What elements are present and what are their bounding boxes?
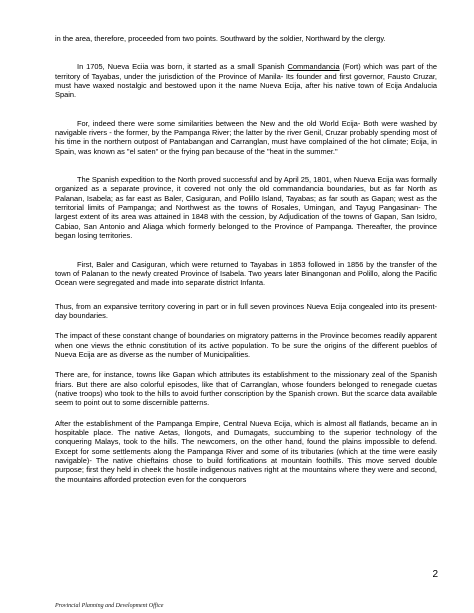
paragraph-2-text-b: (Fort) which was part of the territory of Tayabas, under the jurisdiction of the Province of Manila- Its founder and first governor, Fausto Cruzar, must have waxed nostalgic and bestowed upon it the name Nueva Ecija, after his native town of Ecija Andalucia Spain. xyxy=(55,62,437,100)
paragraph-4: The Spanish expedition to the North proved successful and by April 25, 1801, when Nueva Ecija was formally organized as a separate province, it covered not only the old commandancia boundaries, but as far North as Palanan, Isabela; as far east as Baler, Casiguran, and Polillo Island, Tayabas; as far south as Gapan; west as the territorial limits of Pampanga; and Northwest as the towns of Rosales, Umingan, and Tayug Pangasinan- The largest extent of its area was attained in 1848 with the cession, by Adjudication of the towns of Gapan, San Isidro, Cabiao, San Antonio and Aliaga which formerly belonged to the Province of Pampanga. Thereafter, the province began losing territories. xyxy=(55,175,437,241)
footer-office-name: Provincial Planning and Development Office xyxy=(55,603,164,609)
document-body xyxy=(55,34,437,484)
paragraph-6: Thus, from an expansive territory covering in part or in full seven provinces Nueva Ecija congealed into its present-day boundaries. xyxy=(55,301,437,320)
paragraph-2-text-a: In 1705, Nueva Eciia was born, it started as a small Spanish xyxy=(77,62,288,72)
paragraph-7: The impact of these constant change of boundaries on migratory patterns in the Province becomes readily apparent when one views the ethnic constitution of its active population. To be sure the origins of the different pueblos of Nueva Ecija are as diverse as the number of Municipalities. xyxy=(55,331,437,359)
paragraph-2 xyxy=(55,62,437,99)
page-number: 2 xyxy=(432,569,438,580)
paragraph-9: After the establishment of the Pampanga Empire, Central Nueva Ecija, which is almost all flatlands, became an in hospitable place. The native Aetas, Ilongots, and Dumagats, succumbing to the superior technology of the conquering Malays, took to the hills. The newcomers, on the other hand, found the plains impossible to defend. Except for some settlements along the Pampanga River and some of its tributaries (which at the time were easily navigable)- The native chieftains chose to build fortifications at mountain foothills. This move served double purpose; first they held in cheek the hostile indigenous natives right at the mountains where they were and second, the mountains afforded protection even for the conquerors xyxy=(55,418,437,484)
paragraph-8: There are, for instance, towns like Gapan which attributes its establishment to the missionary zeal of the Spanish friars. But there are also colorful episodes, like that of Carranglan, whose founders belonged to renegade cuetas (native troops) who took to the hills to avoid further conscription by the Spanish crown. But the scarce data available seem to point out to some discernible patterns. xyxy=(55,370,437,408)
paragraph-1: in the area, therefore, proceeded from two points. Southward by the soldier, Northward by the clergy. xyxy=(55,34,386,43)
commandancia-underlined: Commandancia xyxy=(287,62,340,72)
paragraph-5: First, Baler and Casiguran, which were returned to Tayabas in 1853 followed in 1856 by the transfer of the town of Palanan to the newly created Province of Isabela. Two years later Binangonan and Polillo, along the Pacific Ocean were segregated and made into separate district Infanta. xyxy=(55,259,437,288)
paragraph-3: For, indeed there were some similarities between the New and the old World Ecija- Both were washed by navigable rivers - the former, by the Pampanga River; the latter by the river Genil, Cruzar probably spending most of his time in the northern outpost of Pantabangan and Carranglan, must have complained of the hot climate; Ecija, in Spain, was known as "el saten" or the frying pan because of the "heat in the summer." xyxy=(55,118,437,156)
